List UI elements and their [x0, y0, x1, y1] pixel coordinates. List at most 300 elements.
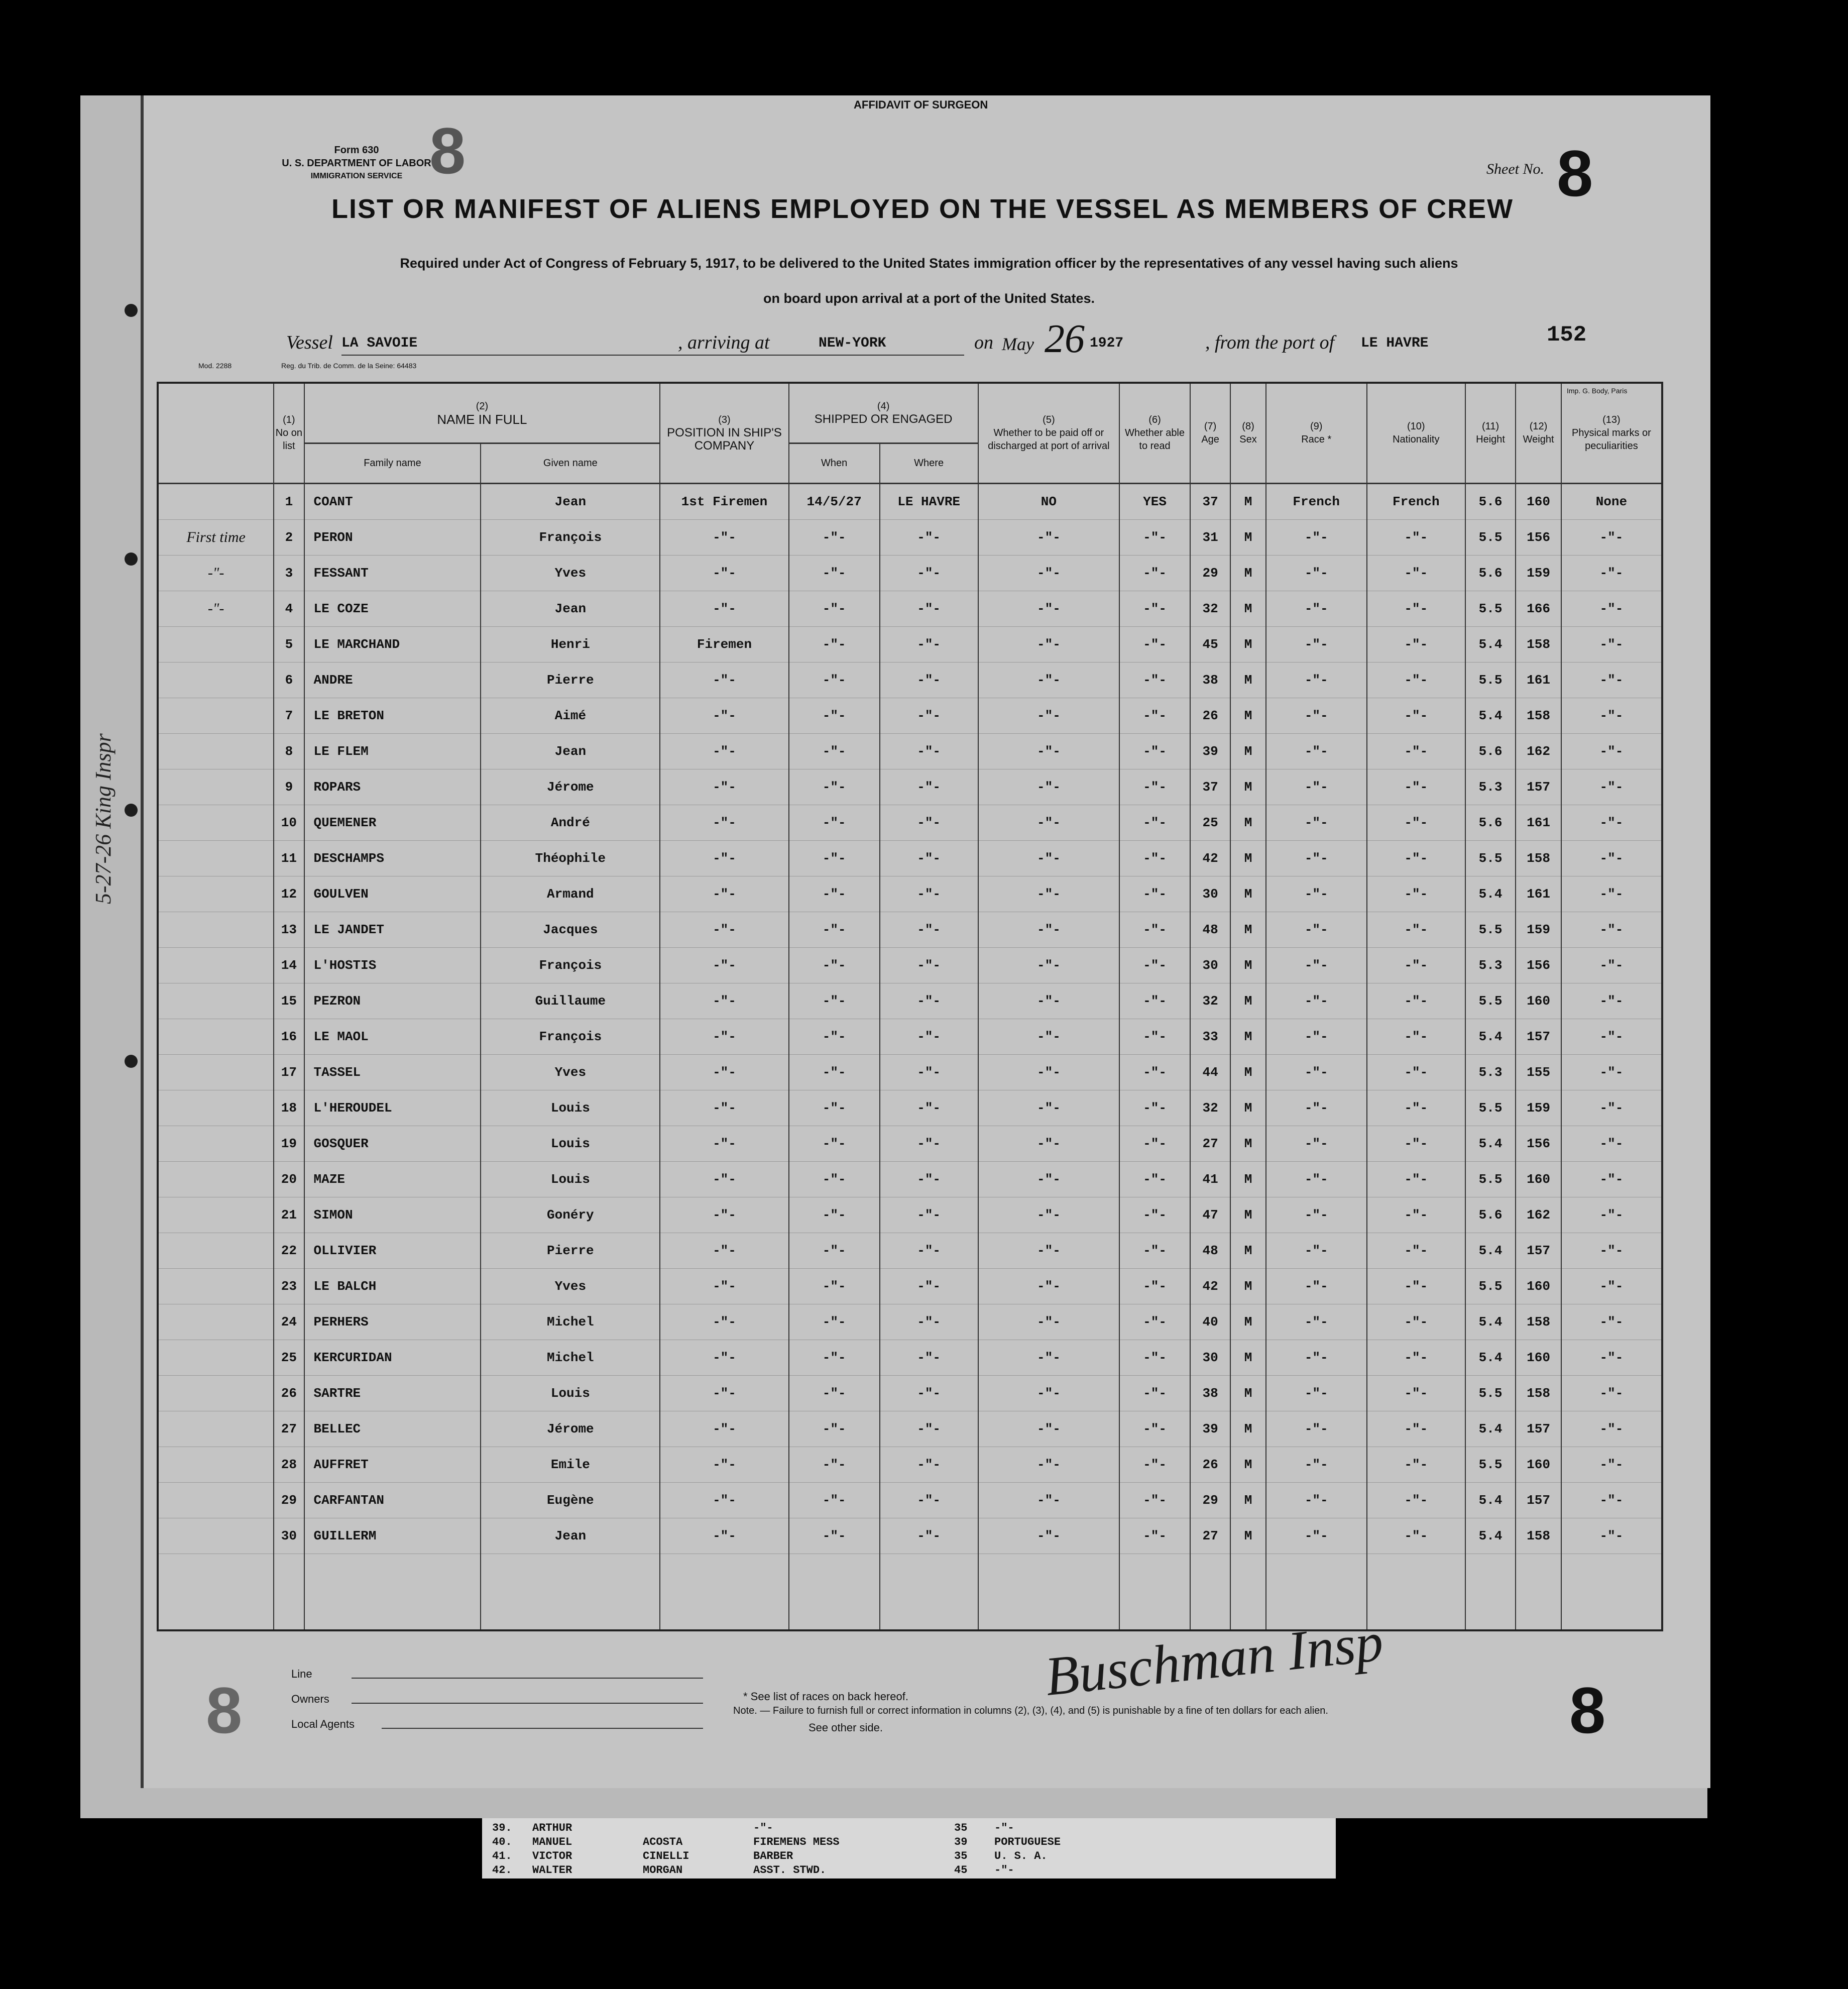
nationality-cell: -"-	[1367, 1019, 1465, 1054]
position-cell: -"-	[660, 983, 788, 1019]
race-cell: -"-	[1266, 591, 1367, 626]
shipped-when-cell: -"-	[789, 1126, 880, 1161]
weight-cell: 156	[1516, 947, 1561, 983]
able-to-read-cell: -"-	[1119, 1197, 1190, 1233]
sex-cell: M	[1230, 1126, 1265, 1161]
line-label: Line	[291, 1668, 312, 1680]
stub-row	[492, 1849, 1326, 1863]
owners-underline	[352, 1703, 703, 1704]
family-name-cell: QUEMENER	[304, 805, 481, 840]
row-number-cell: 25	[274, 1340, 304, 1375]
form-number: Form 630	[334, 145, 379, 156]
arrival-port: NEW-YORK	[819, 336, 886, 351]
age-cell: 42	[1190, 1268, 1230, 1304]
weight-cell: 161	[1516, 805, 1561, 840]
weight-cell: 158	[1516, 1518, 1561, 1554]
stub-row	[492, 1821, 1326, 1835]
remark-cell	[158, 1268, 274, 1304]
table-row	[158, 1161, 1662, 1197]
family-name-cell: OLLIVIER	[304, 1233, 481, 1268]
paid-off-cell: -"-	[978, 1375, 1120, 1411]
physical-marks-cell: -"-	[1561, 1161, 1662, 1197]
height-cell: 5.5	[1465, 1268, 1516, 1304]
remark-cell	[158, 947, 274, 983]
shipped-when-cell: 14/5/27	[789, 483, 880, 519]
row-number-cell: 24	[274, 1304, 304, 1340]
table-row	[158, 1197, 1662, 1233]
family-name-cell: PERON	[304, 519, 481, 555]
shipped-where-cell: -"-	[880, 662, 978, 698]
position-cell: -"-	[660, 1304, 788, 1340]
nationality-cell: -"-	[1367, 1090, 1465, 1126]
remark-cell: -"-	[158, 591, 274, 626]
shipped-when-cell: -"-	[789, 1482, 880, 1518]
remark-cell	[158, 983, 274, 1019]
paid-off-cell: NO	[978, 483, 1120, 519]
family-name-cell: ROPARS	[304, 769, 481, 805]
physical-marks-cell: -"-	[1561, 555, 1662, 591]
able-to-read-cell: -"-	[1119, 1411, 1190, 1447]
table-row	[158, 591, 1662, 626]
able-to-read-cell: -"-	[1119, 1233, 1190, 1268]
family-name-cell: LE MARCHAND	[304, 626, 481, 662]
family-name-cell: LE MAOL	[304, 1019, 481, 1054]
height-cell: 5.6	[1465, 733, 1516, 769]
paid-off-cell: -"-	[978, 698, 1120, 733]
given-name-cell: François	[481, 1019, 660, 1054]
age-cell: 30	[1190, 876, 1230, 912]
remarks-column-header	[158, 383, 274, 483]
physical-marks-cell: -"-	[1561, 1304, 1662, 1340]
age-cell: 31	[1190, 519, 1230, 555]
age-cell: 33	[1190, 1019, 1230, 1054]
able-to-read-cell: -"-	[1119, 1375, 1190, 1411]
weight-cell: 155	[1516, 1054, 1561, 1090]
height-cell: 5.4	[1465, 626, 1516, 662]
table-row	[158, 483, 1662, 519]
shipped-when-cell: -"-	[789, 1518, 880, 1554]
paid-off-cell: -"-	[978, 555, 1120, 591]
physical-marks-cell: -"-	[1561, 1411, 1662, 1447]
position-cell: -"-	[660, 876, 788, 912]
race-cell: -"-	[1266, 1482, 1367, 1518]
remark-cell	[158, 1411, 274, 1447]
nationality-cell: -"-	[1367, 733, 1465, 769]
position-cell: -"-	[660, 769, 788, 805]
shipped-when-cell: -"-	[789, 1411, 880, 1447]
height-cell: 5.4	[1465, 1340, 1516, 1375]
height-cell: 5.5	[1465, 840, 1516, 876]
family-name-cell: LE BRETON	[304, 698, 481, 733]
nationality-cell: -"-	[1367, 1340, 1465, 1375]
physical-marks-cell: -"-	[1561, 1375, 1662, 1411]
position-cell: -"-	[660, 1090, 788, 1126]
stub-no-cell: 41.	[492, 1850, 512, 1862]
race-cell: -"-	[1266, 662, 1367, 698]
height-cell: 5.3	[1465, 769, 1516, 805]
stub-b-cell: ACOSTA	[643, 1836, 683, 1848]
race-cell: French	[1266, 483, 1367, 519]
family-name-cell: PEZRON	[304, 983, 481, 1019]
physical-marks-cell: -"-	[1561, 769, 1662, 805]
position-cell: -"-	[660, 698, 788, 733]
paid-off-cell: -"-	[978, 769, 1120, 805]
vessel-line	[286, 317, 1667, 362]
stub-row	[492, 1835, 1326, 1849]
race-cell: -"-	[1266, 840, 1367, 876]
remark-cell	[158, 1054, 274, 1090]
shipped-when-cell: -"-	[789, 555, 880, 591]
nationality-cell: -"-	[1367, 519, 1465, 555]
given-name-cell: Yves	[481, 1054, 660, 1090]
stub-no-cell: 40.	[492, 1836, 512, 1848]
row-number-cell: 20	[274, 1161, 304, 1197]
local-agents-label: Local Agents	[291, 1718, 355, 1730]
sex-cell: M	[1230, 1054, 1265, 1090]
weight-cell: 156	[1516, 519, 1561, 555]
physical-marks-cell: -"-	[1561, 1268, 1662, 1304]
shipped-where-cell: -"-	[880, 947, 978, 983]
sex-cell: M	[1230, 483, 1265, 519]
position-cell: -"-	[660, 840, 788, 876]
able-to-read-cell: -"-	[1119, 769, 1190, 805]
paid-off-cell: -"-	[978, 947, 1120, 983]
row-number-cell: 7	[274, 698, 304, 733]
given-name-cell: Jérome	[481, 769, 660, 805]
position-cell: -"-	[660, 1447, 788, 1482]
able-to-read-cell: -"-	[1119, 1019, 1190, 1054]
crew-manifest-table	[157, 382, 1663, 1631]
height-cell: 5.4	[1465, 1019, 1516, 1054]
weight-cell: 157	[1516, 1411, 1561, 1447]
given-name-cell: Yves	[481, 555, 660, 591]
family-name-cell: KERCURIDAN	[304, 1340, 481, 1375]
weight-cell: 158	[1516, 698, 1561, 733]
blank-cell	[158, 1554, 274, 1630]
height-cell: 5.5	[1465, 591, 1516, 626]
age-cell: 30	[1190, 947, 1230, 983]
sex-cell: M	[1230, 1447, 1265, 1482]
position-cell: Firemen	[660, 626, 788, 662]
height-cell: 5.4	[1465, 1233, 1516, 1268]
position-cell: -"-	[660, 662, 788, 698]
paid-off-cell: -"-	[978, 1518, 1120, 1554]
table-row	[158, 769, 1662, 805]
nationality-cell: -"-	[1367, 805, 1465, 840]
on-label: on	[974, 332, 993, 353]
shipped-when-cell: -"-	[789, 1233, 880, 1268]
given-name-cell: Jacques	[481, 912, 660, 947]
table-row	[158, 1126, 1662, 1161]
table-row	[158, 805, 1662, 840]
remark-cell	[158, 483, 274, 519]
col-10-header: (10) Nationality	[1367, 383, 1465, 483]
paid-off-cell: -"-	[978, 1411, 1120, 1447]
family-name-cell: SIMON	[304, 1197, 481, 1233]
given-name-cell: Louis	[481, 1126, 660, 1161]
given-name-cell: Aimé	[481, 698, 660, 733]
table-row	[158, 983, 1662, 1019]
race-cell: -"-	[1266, 1090, 1367, 1126]
physical-marks-cell: -"-	[1561, 983, 1662, 1019]
nationality-cell: -"-	[1367, 1482, 1465, 1518]
given-name-cell: Jean	[481, 483, 660, 519]
row-number-cell: 29	[274, 1482, 304, 1518]
shipped-when-cell: -"-	[789, 983, 880, 1019]
age-cell: 45	[1190, 626, 1230, 662]
row-number-cell: 1	[274, 483, 304, 519]
height-cell: 5.3	[1465, 947, 1516, 983]
weight-cell: 158	[1516, 840, 1561, 876]
stub-b-cell: CINELLI	[643, 1850, 689, 1862]
given-name-cell: Gonéry	[481, 1197, 660, 1233]
family-name-cell: LE COZE	[304, 591, 481, 626]
sex-cell: M	[1230, 840, 1265, 876]
able-to-read-cell: -"-	[1119, 983, 1190, 1019]
given-name-cell: Michel	[481, 1340, 660, 1375]
age-cell: 25	[1190, 805, 1230, 840]
race-cell: -"-	[1266, 555, 1367, 591]
age-cell: 27	[1190, 1126, 1230, 1161]
row-number-cell: 3	[274, 555, 304, 591]
paid-off-cell: -"-	[978, 1233, 1120, 1268]
col-7-header: (7) Age	[1190, 383, 1230, 483]
race-cell: -"-	[1266, 947, 1367, 983]
nationality-cell: -"-	[1367, 1054, 1465, 1090]
row-number-cell: 9	[274, 769, 304, 805]
col-9-header: (9) Race *	[1266, 383, 1367, 483]
shipped-when-cell: -"-	[789, 1054, 880, 1090]
sex-cell: M	[1230, 555, 1265, 591]
shipped-when-cell: -"-	[789, 1090, 880, 1126]
sex-cell: M	[1230, 662, 1265, 698]
able-to-read-cell: -"-	[1119, 805, 1190, 840]
paid-off-cell: -"-	[978, 983, 1120, 1019]
weight-cell: 161	[1516, 662, 1561, 698]
given-name-cell: Jérome	[481, 1411, 660, 1447]
remark-cell	[158, 733, 274, 769]
row-number-cell: 23	[274, 1268, 304, 1304]
family-name-cell: SARTRE	[304, 1375, 481, 1411]
shipped-when-cell: -"-	[789, 1375, 880, 1411]
shipped-when-cell: -"-	[789, 805, 880, 840]
given-name-cell: Jean	[481, 591, 660, 626]
remark-cell	[158, 805, 274, 840]
able-to-read-cell: -"-	[1119, 947, 1190, 983]
able-to-read-cell: -"-	[1119, 662, 1190, 698]
when-header: When	[789, 443, 880, 483]
shipped-where-cell: -"-	[880, 876, 978, 912]
sex-cell: M	[1230, 1340, 1265, 1375]
physical-marks-cell: -"-	[1561, 1054, 1662, 1090]
row-number-cell: 30	[274, 1518, 304, 1554]
shipped-when-cell: -"-	[789, 1268, 880, 1304]
sheet-number: 8	[1557, 137, 1593, 210]
nationality-cell: French	[1367, 483, 1465, 519]
able-to-read-cell: -"-	[1119, 519, 1190, 555]
given-name-cell: Jean	[481, 1518, 660, 1554]
age-cell: 39	[1190, 733, 1230, 769]
paid-off-cell: -"-	[978, 1304, 1120, 1340]
physical-marks-cell: -"-	[1561, 1447, 1662, 1482]
remark-cell: -"-	[158, 555, 274, 591]
blank-cell	[304, 1554, 481, 1630]
col-2-header: (2) NAME IN FULL	[304, 383, 660, 443]
blank-cell	[1465, 1554, 1516, 1630]
weight-cell: 157	[1516, 1482, 1561, 1518]
races-note: * See list of races on back hereof.	[743, 1690, 908, 1703]
race-cell: -"-	[1266, 1126, 1367, 1161]
able-to-read-cell: -"-	[1119, 698, 1190, 733]
family-name-cell: PERHERS	[304, 1304, 481, 1340]
race-cell: -"-	[1266, 1197, 1367, 1233]
family-name-cell: CARFANTAN	[304, 1482, 481, 1518]
given-name-cell: Guillaume	[481, 983, 660, 1019]
stub-c-cell: ASST. STWD.	[753, 1864, 827, 1876]
sex-cell: M	[1230, 1411, 1265, 1447]
weight-cell: 156	[1516, 1126, 1561, 1161]
sex-cell: M	[1230, 1090, 1265, 1126]
weight-cell: 160	[1516, 1161, 1561, 1197]
paid-off-cell: -"-	[978, 1090, 1120, 1126]
stub-c-cell: FIREMENS MESS	[753, 1836, 840, 1848]
paid-off-cell: -"-	[978, 1482, 1120, 1518]
departure-port: LE HAVRE	[1361, 336, 1429, 351]
given-name-cell: Armand	[481, 876, 660, 912]
height-cell: 5.4	[1465, 1304, 1516, 1340]
col-1-header: (1) No on list	[274, 383, 304, 483]
weight-cell: 160	[1516, 1340, 1561, 1375]
given-name-header: Given name	[481, 443, 660, 483]
shipped-when-cell: -"-	[789, 1340, 880, 1375]
sex-cell: M	[1230, 1197, 1265, 1233]
weight-cell: 160	[1516, 1268, 1561, 1304]
sex-cell: M	[1230, 805, 1265, 840]
family-name-cell: GOULVEN	[304, 876, 481, 912]
given-name-cell: André	[481, 805, 660, 840]
able-to-read-cell: -"-	[1119, 1090, 1190, 1126]
row-number-cell: 14	[274, 947, 304, 983]
able-to-read-cell: -"-	[1119, 1161, 1190, 1197]
row-number-cell: 15	[274, 983, 304, 1019]
sex-cell: M	[1230, 1161, 1265, 1197]
nationality-cell: -"-	[1367, 1375, 1465, 1411]
position-cell: -"-	[660, 1233, 788, 1268]
table-row	[158, 733, 1662, 769]
row-number-cell: 17	[274, 1054, 304, 1090]
sex-cell: M	[1230, 912, 1265, 947]
physical-marks-cell: -"-	[1561, 805, 1662, 840]
family-name-cell: L'HOSTIS	[304, 947, 481, 983]
binder-hole	[125, 804, 138, 817]
weight-cell: 160	[1516, 983, 1561, 1019]
sex-cell: M	[1230, 876, 1265, 912]
position-cell: -"-	[660, 1126, 788, 1161]
family-name-cell: L'HEROUDEL	[304, 1090, 481, 1126]
weight-cell: 159	[1516, 912, 1561, 947]
given-name-cell: François	[481, 947, 660, 983]
height-cell: 5.5	[1465, 912, 1516, 947]
shipped-when-cell: -"-	[789, 840, 880, 876]
weight-cell: 158	[1516, 1375, 1561, 1411]
height-cell: 5.4	[1465, 1126, 1516, 1161]
age-cell: 29	[1190, 555, 1230, 591]
shipped-when-cell: -"-	[789, 1197, 880, 1233]
race-cell: -"-	[1266, 1019, 1367, 1054]
age-cell: 48	[1190, 912, 1230, 947]
stub-no-cell: 42.	[492, 1864, 512, 1876]
height-cell: 5.6	[1465, 483, 1516, 519]
weight-cell: 159	[1516, 555, 1561, 591]
shipped-where-cell: -"-	[880, 840, 978, 876]
sheet-stamp-left: 8	[206, 1674, 243, 1747]
weight-cell: 162	[1516, 1197, 1561, 1233]
physical-marks-cell: -"-	[1561, 662, 1662, 698]
able-to-read-cell: -"-	[1119, 1518, 1190, 1554]
line-underline	[352, 1678, 703, 1679]
shipped-where-cell: -"-	[880, 1268, 978, 1304]
blank-cell	[1190, 1554, 1230, 1630]
weight-cell: 157	[1516, 1019, 1561, 1054]
race-cell: -"-	[1266, 1268, 1367, 1304]
arriving-label: , arriving at	[678, 332, 770, 353]
height-cell: 5.6	[1465, 805, 1516, 840]
nationality-cell: -"-	[1367, 626, 1465, 662]
family-name-cell: FESSANT	[304, 555, 481, 591]
sex-cell: M	[1230, 1268, 1265, 1304]
remark-cell	[158, 840, 274, 876]
nationality-cell: -"-	[1367, 1411, 1465, 1447]
table-row	[158, 662, 1662, 698]
sex-cell: M	[1230, 1019, 1265, 1054]
shipped-where-cell: -"-	[880, 626, 978, 662]
stub-c-cell: -"-	[753, 1822, 773, 1834]
race-cell: -"-	[1266, 983, 1367, 1019]
height-cell: 5.5	[1465, 519, 1516, 555]
race-cell: -"-	[1266, 805, 1367, 840]
stub-a-cell: WALTER	[532, 1864, 572, 1876]
paid-off-cell: -"-	[978, 1340, 1120, 1375]
position-cell: -"-	[660, 1268, 788, 1304]
race-cell: -"-	[1266, 733, 1367, 769]
able-to-read-cell: -"-	[1119, 555, 1190, 591]
remark-cell	[158, 1375, 274, 1411]
race-cell: -"-	[1266, 1233, 1367, 1268]
nationality-cell: -"-	[1367, 698, 1465, 733]
nationality-cell: -"-	[1367, 912, 1465, 947]
height-cell: 5.4	[1465, 1482, 1516, 1518]
physical-marks-cell: -"-	[1561, 1482, 1662, 1518]
paid-off-cell: -"-	[978, 1126, 1120, 1161]
position-cell: -"-	[660, 733, 788, 769]
service-name: IMMIGRATION SERVICE	[310, 172, 403, 180]
position-cell: -"-	[660, 1411, 788, 1447]
physical-marks-cell: -"-	[1561, 1340, 1662, 1375]
height-cell: 5.5	[1465, 1375, 1516, 1411]
subtitle-line-1: Required under Act of Congress of February 5, 1917, to be delivered to the United States immigration officer by the representatives of any vessel having such aliens	[400, 256, 1458, 271]
nationality-cell: -"-	[1367, 983, 1465, 1019]
sex-cell: M	[1230, 1482, 1265, 1518]
paid-off-cell: -"-	[978, 1197, 1120, 1233]
blank-cell	[1119, 1554, 1190, 1630]
table-row	[158, 947, 1662, 983]
age-cell: 32	[1190, 1090, 1230, 1126]
weight-cell: 157	[1516, 1233, 1561, 1268]
given-name-cell: Jean	[481, 733, 660, 769]
age-cell: 32	[1190, 983, 1230, 1019]
given-name-cell: Pierre	[481, 662, 660, 698]
physical-marks-cell: -"-	[1561, 840, 1662, 876]
